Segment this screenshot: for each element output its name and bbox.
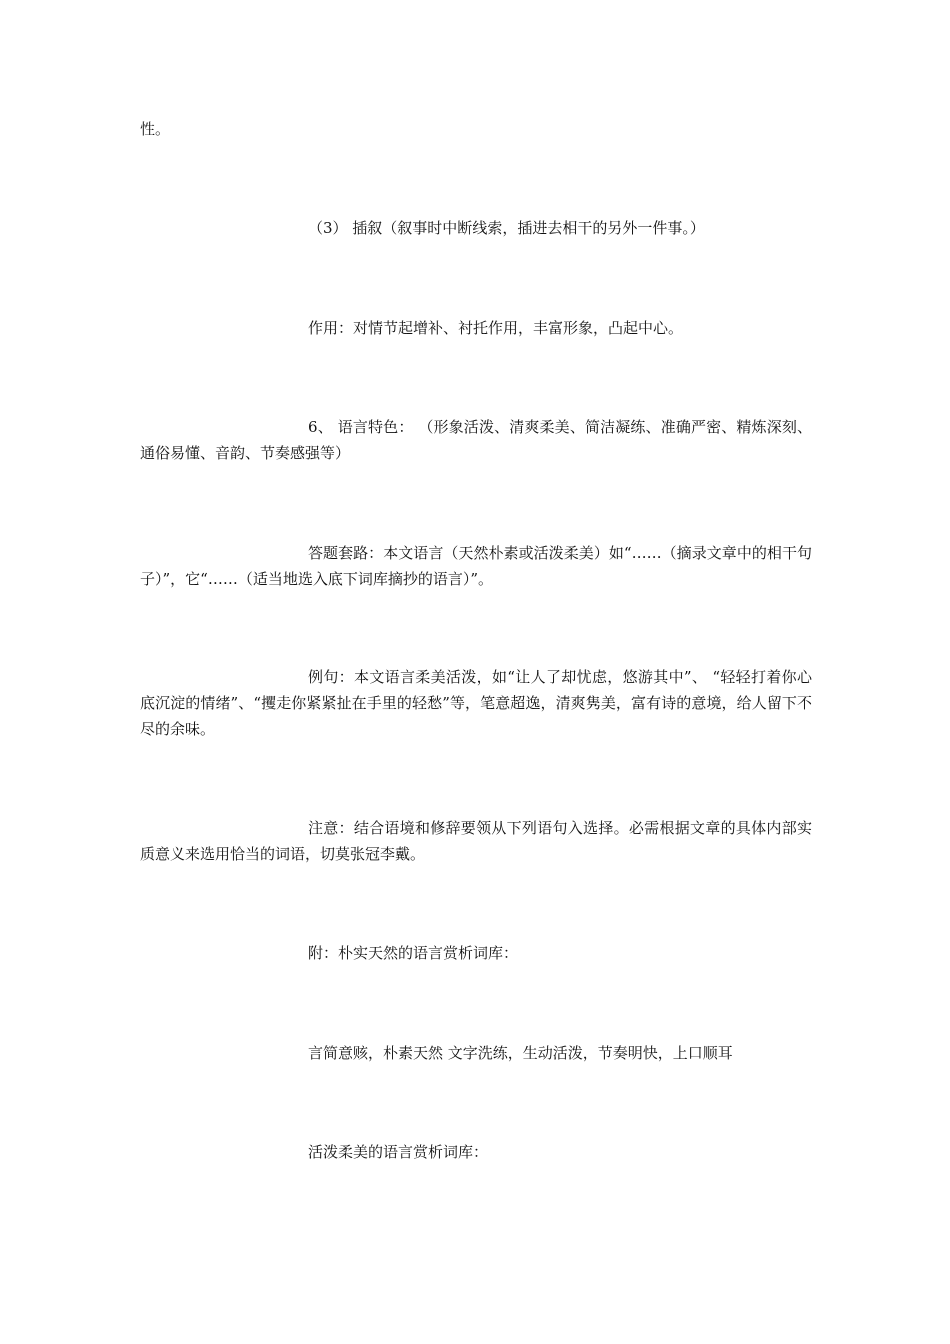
paragraph-language-features: 6、 语言特色： （形象活泼、清爽柔美、简洁凝练、准确严密、精炼深刻、通俗易懂、音韵、节奏感强等） [140, 418, 812, 462]
paragraph-appendix-lively: 活泼柔美的语言赏析词库： [308, 1143, 489, 1161]
paragraph-note: 注意：结合语境和修辞要领从下列语句入选择。必需根据文章的具体内部实质意义来选用恰当的词语，切莫张冠李戴。 [140, 819, 812, 863]
paragraph-plain-vocabulary: 言简意赅，朴素天然 文字洗练，生动活泼，节奏明快，上口顺耳 [308, 1044, 733, 1062]
paragraph-appendix-plain: 附：朴实天然的语言赏析词库： [308, 944, 519, 962]
paragraph-example: 例句：本文语言柔美活泼，如“让人了却忧虑，悠游其中”、 “轻轻打着你心底沉淀的情绪”、“攫走你紧紧扯在手里的轻愁”等，笔意超逸，清爽隽美，富有诗的意境，给人留下不尽的余味。 [140, 668, 812, 738]
paragraph-insertion-narration: （3） 插叙（叙事时中断线索，插进去相干的另外一件事。） [308, 219, 705, 237]
paragraph-answer-template: 答题套路：本文语言（天然朴素或活泼柔美）如“……（摘录文章中的相干句子）”，它“……（适当地选入底下词库摘抄的语言）”。 [140, 544, 812, 588]
paragraph-function: 作用：对情节起增补、衬托作用，丰富形象，凸起中心。 [308, 319, 684, 337]
paragraph-continuation: 性。 [140, 120, 171, 138]
